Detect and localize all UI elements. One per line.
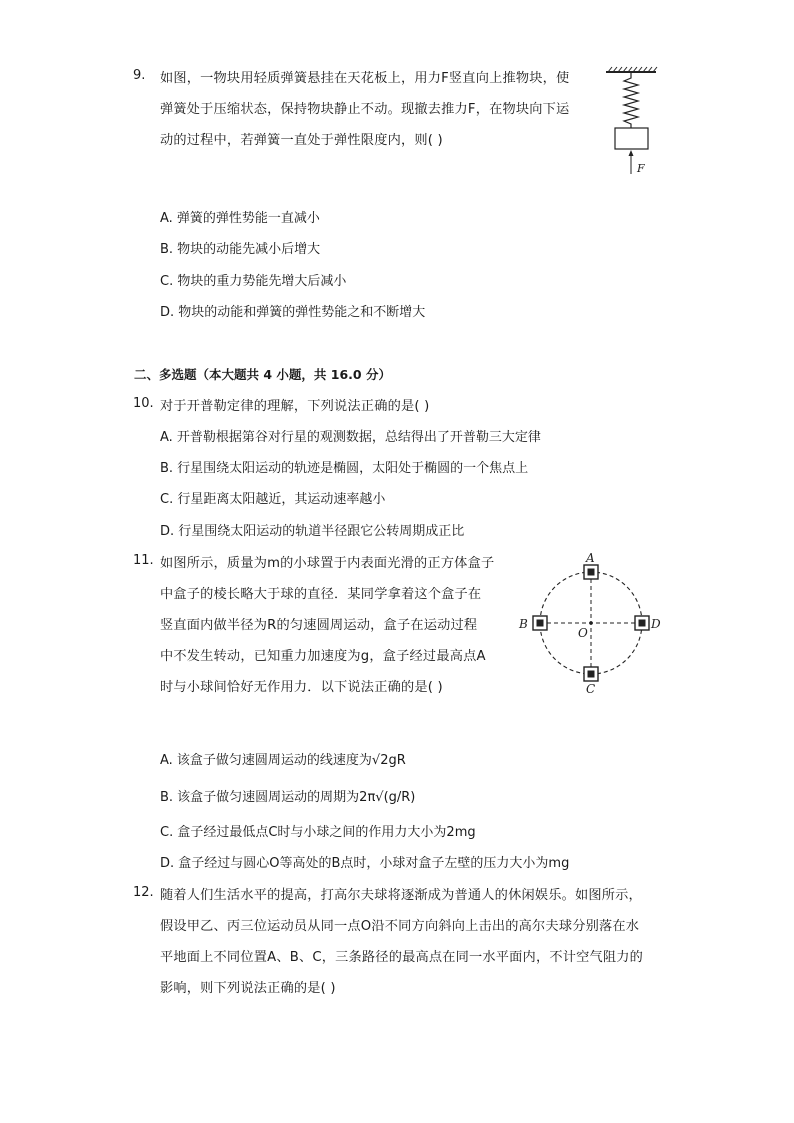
- option-a: A. 该盒子做匀速圆周运动的线速度为√2gR: [160, 753, 406, 768]
- label-o: O: [578, 626, 588, 640]
- box-top: [584, 565, 598, 579]
- force-label: F: [637, 162, 645, 175]
- question-stem-line-4: 影响，则下列说法正确的是( ): [160, 981, 336, 996]
- question-number: 9.: [133, 68, 146, 83]
- option-b: B. 物块的动能先减小后增大: [160, 242, 321, 257]
- box-left: [533, 616, 547, 630]
- question-stem-line-1: 如图所示，质量为m的小球置于内表面光滑的正方体盒子: [160, 556, 495, 571]
- option-b: B. 该盒子做匀速圆周运动的周期为2π√(g/R): [160, 790, 416, 805]
- option-d: D. 行星围绕太阳运动的轨道半径跟它公转周期成正比: [160, 524, 465, 539]
- option-a: A. 开普勒根据第谷对行星的观测数据，总结得出了开普勒三大定律: [160, 430, 541, 445]
- question-stem-line-1: 随着人们生活水平的提高，打高尔夫球将逐渐成为普通人的休闲娱乐。如图所示，: [160, 888, 642, 903]
- question-stem-line-3: 竖直面内做半径为R的匀速圆周运动，盒子在运动过程: [160, 618, 478, 633]
- option-c: C. 行星距离太阳越近，其运动速率越小: [160, 492, 386, 507]
- label-b: B: [519, 617, 528, 631]
- option-b: B. 行星围绕太阳运动的轨迹是椭圆，太阳处于椭圆的一个焦点上: [160, 461, 529, 476]
- question-number: 10.: [133, 396, 154, 411]
- label-d: D: [651, 617, 661, 631]
- question-number: 11.: [133, 553, 154, 568]
- question-number: 12.: [133, 885, 154, 900]
- question-stem-line-3: 动的过程中，若弹簧一直处于弹性限度内，则( ): [160, 133, 443, 148]
- option-d: D. 盒子经过与圆心O等高处的B点时，小球对盒子左壁的压力大小为mg: [160, 856, 570, 871]
- option-d: D. 物块的动能和弹簧的弹性势能之和不断增大: [160, 305, 426, 320]
- question-stem-line-5: 时与小球间恰好无作用力．以下说法正确的是( ): [160, 680, 443, 695]
- section-heading: 二、多选题（本大题共 4 小题，共 16.0 分）: [134, 367, 391, 382]
- box-bottom: [584, 667, 598, 681]
- label-a: A: [586, 551, 595, 565]
- option-a: A. 弹簧的弹性势能一直减小: [160, 211, 320, 226]
- option-c: C. 盒子经过最低点C时与小球之间的作用力大小为2mg: [160, 825, 476, 840]
- question-stem-line-2: 假设甲乙、丙三位运动员从同一点O沿不同方向斜向上击出的高尔夫球分别落在水: [160, 919, 640, 934]
- box-right: [635, 616, 649, 630]
- question-stem-line-2: 弹簧处于压缩状态，保持物块静止不动。现撤去推力F，在物块向下运: [160, 102, 570, 117]
- spring-block-figure: [598, 66, 662, 182]
- question-stem-line-2: 中盒子的棱长略大于球的直径．某同学拿着这个盒子在: [160, 587, 482, 602]
- question-stem-line-3: 平地面上不同位置A、B、C，三条路径的最高点在同一水平面内，不计空气阻力的: [160, 950, 644, 965]
- option-c: C. 物块的重力势能先增大后减小: [160, 274, 347, 289]
- question-stem-line-1: 如图，一物块用轻质弹簧悬挂在天花板上，用力F竖直向上推物块，使: [160, 71, 570, 86]
- label-c: C: [586, 682, 596, 696]
- circular-motion-figure: [510, 548, 670, 698]
- question-stem: 对于开普勒定律的理解，下列说法正确的是( ): [160, 399, 430, 414]
- question-stem-line-4: 中不发生转动，已知重力加速度为g，盒子经过最高点A: [160, 649, 486, 664]
